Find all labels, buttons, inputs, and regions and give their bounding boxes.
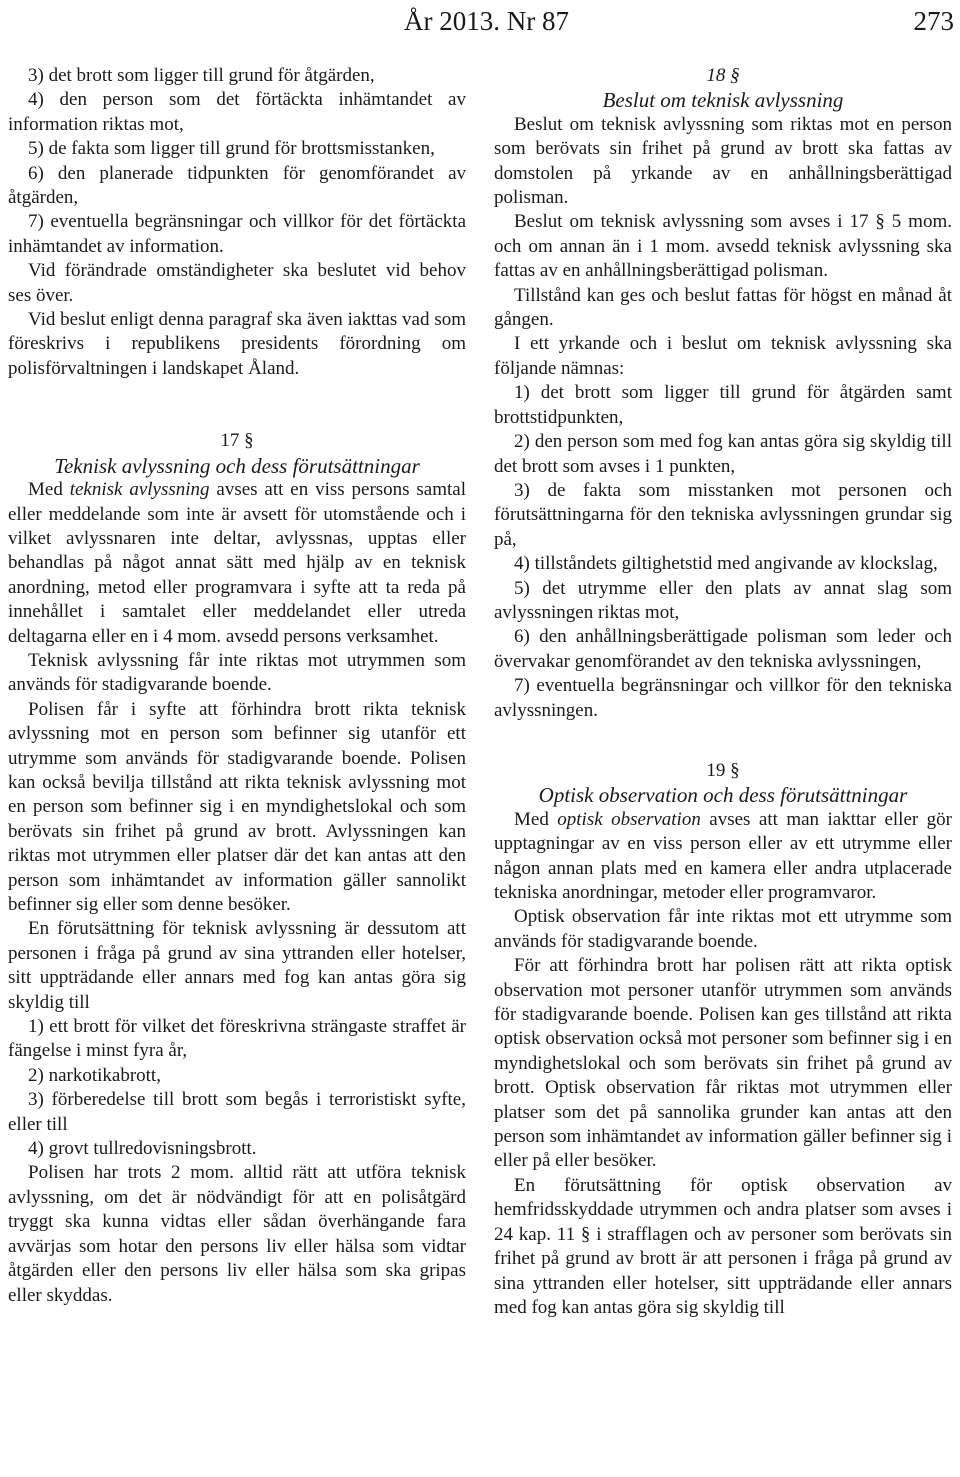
list-item: 3) de fakta som misstanken mot personen och förutsättningarna för den tekniska avlyssningen grundar sig på,: [494, 479, 952, 550]
paragraph: Vid beslut enligt denna paragraf ska även iakttas vad som föreskrivs i republikens presidents förordning om polisförvaltningen i landskapet Åland.: [8, 309, 466, 379]
paragraph: I ett yrkande och i beslut om teknisk avlyssning ska följande nämnas:: [494, 333, 952, 379]
page-number: 273: [913, 6, 954, 36]
text-run: avses att en viss persons samtal eller meddelande som inte är avsett för utomstående och i vilket avlyssnaren inte deltar, avlyssnas, upptas eller behandlas på något annat sätt med hjälp av en teknisk anordning, metod eller programvara i syfte att ta reda på innehållet i samtalet eller meddelandet eller utreda deltagarna eller en i 4 mom. avsedd persons verksamhet.: [8, 479, 467, 647]
list-item: 5) de fakta som ligger till grund för brottsmisstanken,: [28, 138, 435, 160]
paragraph: En förutsättning för teknisk avlyssning är dessutom att personen i fråga på grund av sina yttranden eller hotelser, sitt uppträdande eller annars med fog kan antas göra sig skyldig till: [8, 918, 466, 1013]
section-title-19: Optisk observation och dess förutsättningar: [538, 783, 908, 808]
list-item: 6) den anhållningsberättigade polisman som leder och övervakar genomförandet av den tekniska avlyssningen,: [494, 626, 952, 672]
paragraph: Beslut om teknisk avlyssning som avses i 17 § 5 mom. och om annan än i 1 mom. avsedd teknisk avlyssning ska fattas av en anhållningsberättigad polisman.: [494, 211, 952, 282]
list-item: 4) den person som det förtäckta inhämtandet av information riktas mot,: [8, 89, 466, 135]
list-item: 3) förberedelse till brott som begås i terroristiskt syfte, eller till: [8, 1089, 466, 1135]
list-item: 3) det brott som ligger till grund för åtgärden,: [28, 65, 375, 86]
paragraph: Optisk observation får inte riktas mot ett utrymme som används för stadigvarande boende.: [494, 906, 952, 952]
section-title-17: Teknisk avlyssning och dess förutsättningar: [54, 453, 420, 478]
page-header: [0, 4, 960, 40]
list-item: 6) den planerade tidpunkten för genomförandet av åtgärden,: [8, 162, 466, 209]
paragraph: En förutsättning för optisk observation av hemfridsskyddade utrymmen och andra platser som avses i 24 kap. 11 § i strafflagen och av personer som berövats sin frihet på grund av brott är att personen i fråga på grund av sina yttranden eller hotelser, sitt uppträdande eller annars med fog kan antas göra sig skyldig till: [494, 1174, 952, 1318]
right-column: [494, 64, 952, 1320]
paragraph: [494, 808, 952, 906]
paragraph: Polisen får i syfte att förhindra brott rikta teknisk avlyssning mot en person som befinner sig utanför ett utrymme som används för stadigvarande boende. Polisen kan också bevilja tillstånd att rikta teknisk avlyssning mot en person som befinner sig i en myndighetslokal och som berövats sin frihet på grund av brott. Avlyssningen kan riktas mot utrymmen eller platser där det kan antas att den person som inhämtandet av information gäller sannolikt befinner sig eller som denne besöker.: [8, 698, 466, 915]
list-item: 2) den person som med fog kan antas göra sig skyldig till det brott som avses i 1 punkten,: [494, 431, 952, 477]
list-item: 7) eventuella begränsningar och villkor för den tekniska avlyssningen.: [494, 675, 952, 721]
list-item: 5) det utrymme eller den plats av annat slag som avlyssningen riktas mot,: [494, 577, 952, 623]
text-run: Med: [514, 808, 549, 830]
paragraph: [8, 478, 466, 649]
list-item: 7) eventuella begränsningar och villkor för det förtäckta inhämtandet av information.: [8, 211, 466, 257]
text-run: Med: [28, 479, 63, 501]
left-column: [8, 64, 466, 1308]
paragraph: Vid förändrade omständigheter ska beslutet vid behov ses över.: [8, 260, 466, 306]
issue-label: År 2013. Nr 87: [404, 6, 569, 36]
section-number-19: 19 §: [706, 759, 740, 781]
text-run: avses att man iakttar eller gör upptagningar av en viss person eller av ett utrymme eller någon annan plats med en kamera eller andra utplacerade tekniska anordningar, metoder eller programvaror.: [494, 808, 952, 903]
paragraph: Teknisk avlyssning får inte riktas mot utrymmen som används för stadigvarande boende.: [8, 649, 466, 696]
paragraph: Beslut om teknisk avlyssning som riktas mot en person som berövats sin frihet på grund av brott ska fattas av domstolen på yrkande av en anhållningsberättigad polisman.: [494, 113, 952, 209]
list-item: 1) ett brott för vilket det föreskrivna strängaste straffet är fängelse i minst fyra år,: [8, 1016, 466, 1062]
defined-term: optisk observation: [557, 808, 701, 830]
section-number-18: [494, 64, 952, 88]
paragraph: Polisen har trots 2 mom. alltid rätt att utföra teknisk avlyssning, om det är nödvändigt för att en polisåtgärd tryggt ska kunna vidtas eller sådan överhängande fara avvärjas som hotar den persons liv eller hälsa som vidtar åtgärden eller den persons liv eller hälsa som ska gripas eller skyddas.: [8, 1162, 466, 1306]
paragraph: Tillstånd kan ges och beslut fattas för högst en månad åt gången.: [494, 284, 952, 331]
list-item: 4) tillståndets giltighetstid med angivande av klockslag,: [514, 553, 938, 575]
list-item: 4) grovt tullredovisningsbrott.: [28, 1138, 257, 1160]
section-number-17: 17 §: [220, 430, 254, 452]
section-number-text: 18 §: [706, 65, 740, 86]
list-item: 1) det brott som ligger till grund för åtgärden samt brottstidpunkten,: [494, 382, 952, 428]
defined-term: teknisk avlyssning: [69, 479, 210, 501]
section-title-18: Beslut om teknisk avlyssning: [602, 88, 844, 113]
list-item: 2) narkotikabrott,: [28, 1064, 161, 1086]
paragraph: För att förhindra brott har polisen rätt att rikta optisk observation mot personer utanför utrymmen som används för stadigvarande boende. Polisen kan ges tillstånd att rikta optisk observation också mot personer som befinner sig i en myndighetslokal och som berövats sin frihet på grund av brott. Optisk observation får riktas mot utrymmen eller platser som det på sannolika grunder kan antas att den person som inhämtandet av information gäller befinner sig i eller på eller besöker.: [494, 955, 952, 1172]
